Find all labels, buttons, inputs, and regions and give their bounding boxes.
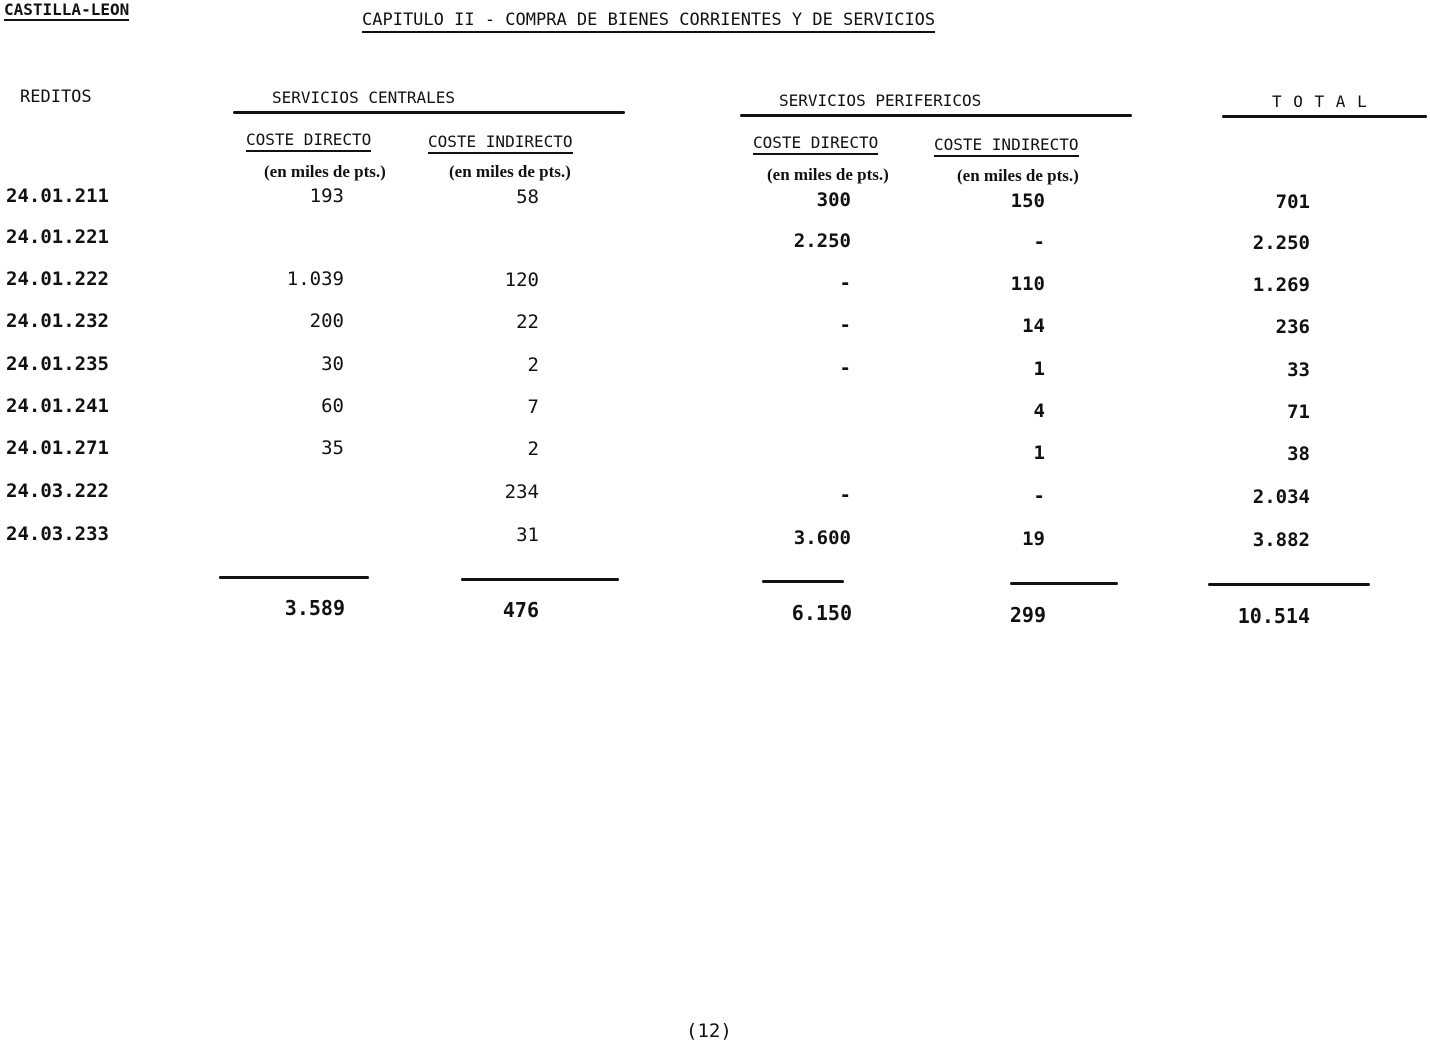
periferico-directo-cell: - — [839, 314, 851, 336]
row-code: 24.01.271 — [6, 437, 109, 459]
central-indirecto-cell: 22 — [516, 311, 539, 333]
periferico-directo-cell: - — [839, 357, 851, 379]
row-code: 24.01.241 — [6, 395, 109, 417]
central-indirecto-cell: 31 — [516, 524, 539, 546]
central-directo-cell: 35 — [321, 437, 344, 459]
central-directo-cell: 30 — [321, 353, 344, 375]
periferico-indirecto-cell: 14 — [1022, 315, 1045, 337]
row-code: 24.01.221 — [6, 226, 109, 248]
page-number: (12) — [686, 1020, 732, 1042]
periferico-directo-cell: 3.600 — [793, 527, 851, 549]
servicios-centrales-rule — [233, 111, 625, 114]
central-coste-directo-header: COSTE DIRECTO — [246, 132, 371, 152]
central-indirecto-cell: 120 — [504, 269, 539, 291]
periferico-directo-cell: 2.250 — [793, 230, 851, 252]
total-header: T O T A L — [1272, 92, 1368, 111]
sum-rule — [219, 576, 369, 579]
central-directo-cell: 200 — [309, 310, 344, 332]
total-central-indirecto: 476 — [502, 598, 539, 622]
periferico-coste-directo-header: COSTE DIRECTO — [753, 135, 878, 155]
total-periferico-indirecto: 299 — [1009, 603, 1046, 627]
total-periferico-directo: 6.150 — [791, 601, 852, 625]
creditos-header: REDITOS — [20, 87, 92, 107]
central-directo-cell: 193 — [309, 185, 344, 207]
total-cell: 71 — [1287, 401, 1310, 423]
central-coste-indirecto-header: COSTE INDIRECTO — [428, 134, 573, 154]
periferico-indirecto-cell: 19 — [1022, 528, 1045, 550]
unit-label: (en miles de pts.) — [957, 166, 1079, 185]
chapter-title: CAPITULO II - COMPRA DE BIENES CORRIENTES Y DE SERVICIOS — [362, 12, 935, 33]
row-code: 24.01.235 — [6, 353, 109, 375]
row-code: 24.01.211 — [6, 185, 109, 207]
unit-label: (en miles de pts.) — [449, 162, 571, 181]
periferico-indirecto-cell: 1 — [1033, 358, 1045, 380]
central-indirecto-cell: 58 — [516, 186, 539, 208]
periferico-indirecto-cell: - — [1033, 485, 1045, 507]
central-indirecto-cell: 234 — [504, 481, 539, 503]
central-directo-cell: 1.039 — [286, 268, 344, 290]
sum-rule — [1208, 583, 1370, 586]
periferico-indirecto-cell: 150 — [1010, 190, 1045, 212]
central-indirecto-cell: 7 — [527, 396, 539, 418]
total-cell: 2.034 — [1252, 486, 1310, 508]
periferico-directo-cell: 300 — [816, 189, 851, 211]
sum-rule — [461, 578, 619, 581]
periferico-directo-cell: - — [839, 272, 851, 294]
periferico-coste-indirecto-header: COSTE INDIRECTO — [934, 137, 1079, 157]
row-code: 24.01.232 — [6, 310, 109, 332]
total-cell: 2.250 — [1252, 232, 1310, 254]
total-cell: 701 — [1275, 191, 1310, 213]
servicios-centrales-header: SERVICIOS CENTRALES — [272, 88, 456, 107]
sum-rule — [762, 580, 844, 583]
total-cell: 1.269 — [1252, 274, 1310, 296]
sum-rule — [1010, 582, 1118, 585]
region-label: CASTILLA-LEON — [4, 0, 130, 19]
grand-total: 10.514 — [1237, 604, 1310, 628]
periferico-indirecto-cell: 4 — [1033, 400, 1045, 422]
servicios-perifericos-rule — [740, 114, 1132, 117]
total-central-directo: 3.589 — [284, 596, 345, 620]
total-cell: 3.882 — [1252, 529, 1310, 551]
total-cell: 38 — [1287, 443, 1310, 465]
total-cell: 236 — [1275, 316, 1310, 338]
unit-label: (en miles de pts.) — [264, 162, 386, 181]
periferico-indirecto-cell: - — [1033, 231, 1045, 253]
periferico-indirecto-cell: 110 — [1010, 273, 1045, 295]
periferico-indirecto-cell: 1 — [1033, 442, 1045, 464]
periferico-directo-cell: - — [839, 484, 851, 506]
total-rule — [1222, 115, 1427, 118]
row-code: 24.01.222 — [6, 268, 109, 290]
central-directo-cell: 60 — [321, 395, 344, 417]
total-cell: 33 — [1287, 359, 1310, 381]
central-indirecto-cell: 2 — [527, 438, 539, 460]
unit-label: (en miles de pts.) — [767, 165, 889, 184]
central-indirecto-cell: 2 — [527, 354, 539, 376]
row-code: 24.03.233 — [6, 523, 109, 545]
row-code: 24.03.222 — [6, 480, 109, 502]
servicios-perifericos-header: SERVICIOS PERIFERICOS — [779, 91, 982, 110]
